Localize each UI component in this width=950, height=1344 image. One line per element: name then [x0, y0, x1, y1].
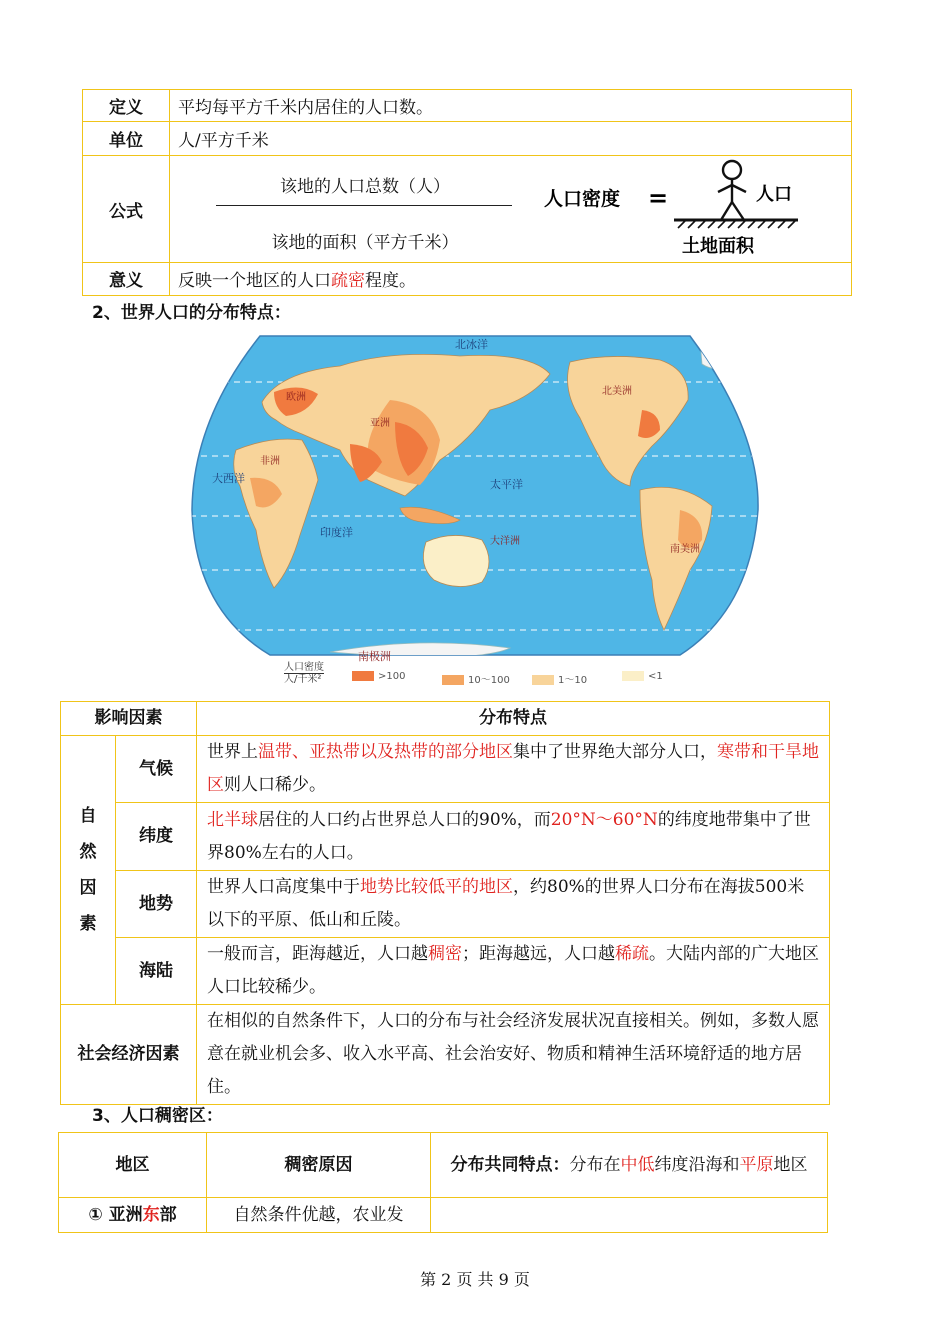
- highlight-text: 温带、亚热带以及热带的部分地区: [258, 742, 513, 762]
- highlight-text: 20°N～60°N: [550, 809, 658, 830]
- label-definition: 定义: [83, 90, 170, 122]
- label-antarctica: 南极洲: [358, 650, 391, 663]
- region-east-asia: [59, 1198, 207, 1233]
- label-north-america: 北美洲: [602, 386, 632, 397]
- body-text: 集中了世界绝大部分人口，: [513, 742, 717, 762]
- common-feature-label: 分布共同特点：: [450, 1155, 570, 1175]
- meaning-text-end: 程度。: [365, 271, 416, 292]
- value-meaning: [170, 262, 852, 295]
- highlight-text: 稠密: [428, 944, 462, 964]
- meaning-text: 反映一个地区的人口: [178, 271, 331, 292]
- formula-numerator: 该地的人口总数（人）: [280, 177, 450, 198]
- header-common-feature: [431, 1133, 828, 1198]
- highlight-text: 寒带和干旱地区: [207, 742, 819, 795]
- formula-cell: [170, 156, 852, 263]
- legend-swatch: [442, 675, 464, 685]
- header-feature: 分布特点: [197, 702, 830, 736]
- body-text: 世界上: [207, 742, 258, 762]
- body-text: 世界人口高度集中于: [207, 877, 360, 897]
- factor-climate: 气候: [116, 736, 197, 803]
- legend-item: [532, 671, 587, 686]
- legend-swatch: [352, 671, 374, 681]
- label-arctic-ocean: 北冰洋: [455, 338, 488, 351]
- section-heading-2: 2、世界人口的分布特点：: [92, 303, 291, 323]
- body-text: 居住的人口约占世界总人口的90%，而: [258, 809, 551, 830]
- label-europe: 欧洲: [286, 392, 306, 403]
- factor-latitude: 纬度: [116, 803, 197, 871]
- diagram-population-label: 人口: [756, 184, 792, 206]
- label-africa: 非洲: [260, 456, 280, 467]
- world-population-map: [190, 330, 760, 696]
- header-reason: 稠密原因: [207, 1133, 431, 1198]
- label-atlantic-ocean: 大西洋: [212, 472, 245, 485]
- legend-item: [352, 671, 405, 682]
- highlight-text: 平原: [739, 1155, 774, 1175]
- region-suffix: 部: [159, 1205, 177, 1225]
- meaning-highlight: 疏密: [331, 271, 365, 292]
- common-feature-text: [570, 1155, 808, 1175]
- label-meaning: 意义: [83, 262, 170, 295]
- ground-hatch-icon: [674, 220, 798, 228]
- feature-empty-cell: [431, 1198, 828, 1233]
- social-factors-text: 在相似的自然条件下，人口的分布与社会经济发展状况直接相关。例如，多数人愿意在就业机会多、收入水平高、社会治安好、物质和精神生活环境舒适的地方居住。: [197, 1005, 830, 1105]
- sea-land-text: [197, 938, 830, 1005]
- body-text: 分布在: [569, 1155, 621, 1175]
- label-pacific-ocean: 太平洋: [490, 478, 523, 491]
- fraction-line: [216, 205, 512, 206]
- legend-label: 10～100: [468, 675, 510, 686]
- climate-text: [197, 736, 830, 803]
- legend-label: <1: [648, 671, 663, 682]
- legend-item: [622, 671, 663, 682]
- label-south-america: 南美洲: [670, 544, 700, 555]
- landmass-australia: [423, 535, 489, 586]
- highlight-text: 稀疏: [615, 944, 649, 964]
- factor-terrain: 地势: [116, 871, 197, 938]
- diagram-area-label: 土地面积: [682, 236, 754, 258]
- label-asia: 亚洲: [370, 418, 390, 429]
- highlight-text: 北半球: [207, 809, 258, 830]
- header-factor: 影响因素: [61, 702, 197, 736]
- highlight-text: 中低: [620, 1155, 655, 1175]
- label-unit: 单位: [83, 122, 170, 156]
- body-text: 纬度沿海和: [654, 1155, 740, 1175]
- label-oceania: 大洋洲: [490, 536, 520, 547]
- value-definition: 平均每平方千米内居住的人口数。: [170, 90, 852, 122]
- map-legend: [284, 662, 664, 692]
- legend-label: >100: [378, 671, 406, 682]
- label-indian-ocean: 印度洋: [320, 526, 353, 539]
- factor-sea-land: 海陆: [116, 938, 197, 1005]
- terrain-text: [197, 871, 830, 938]
- legend-item: [442, 671, 510, 686]
- header-region: 地区: [59, 1133, 207, 1198]
- legend-swatch: [532, 675, 554, 685]
- legend-title: 人口密度: [284, 662, 324, 673]
- density-table: [82, 89, 852, 296]
- diagram-density-label: 人口密度: [544, 188, 621, 211]
- body-text: 一般而言，距海越近，人口越: [207, 944, 428, 964]
- region-prefix: ① 亚洲: [88, 1205, 143, 1225]
- formula-denominator: 该地的面积（平方千米）: [271, 233, 459, 254]
- dense-regions-table: [58, 1132, 828, 1233]
- section-heading-3: 3、人口稠密区：: [92, 1106, 223, 1126]
- legend-swatch: [622, 671, 644, 681]
- body-text: 则人口稀少。: [224, 775, 326, 795]
- body-text: 的纬度地带集中了世界80%左右的人口。: [207, 809, 811, 863]
- page-footer: 第 2 页 共 9 页: [420, 1270, 530, 1289]
- reason-east-asia: 自然条件优越，农业发: [207, 1198, 431, 1233]
- body-text: ；距海越远，人口越: [462, 944, 615, 964]
- legend-label: 1～10: [558, 675, 588, 686]
- label-formula: 公式: [83, 156, 170, 263]
- body-text: 地区: [773, 1155, 808, 1175]
- body-text: ，约80%的世界人口分布在海拔500米以下的平原、低山和丘陵。: [207, 877, 805, 930]
- diagram-equals: =: [648, 184, 669, 213]
- person-icon: [718, 161, 746, 220]
- landmass-greenland: [700, 340, 740, 369]
- social-factors-label: 社会经济因素: [61, 1005, 197, 1105]
- natural-factors-label: [61, 736, 116, 1005]
- region-highlight: 东: [142, 1205, 160, 1225]
- highlight-text: 地势比较低平的地区: [360, 877, 513, 897]
- legend-unit: 人/千米²: [284, 674, 322, 685]
- density-diagram: [540, 158, 840, 258]
- body-text: 。大陆内部的广大地区人口比较稀少。: [207, 944, 819, 997]
- factors-table: [60, 701, 830, 1105]
- value-unit: 人/平方千米: [170, 122, 852, 156]
- natural-factors-text: 自然因素: [79, 806, 97, 934]
- latitude-text: [197, 803, 830, 871]
